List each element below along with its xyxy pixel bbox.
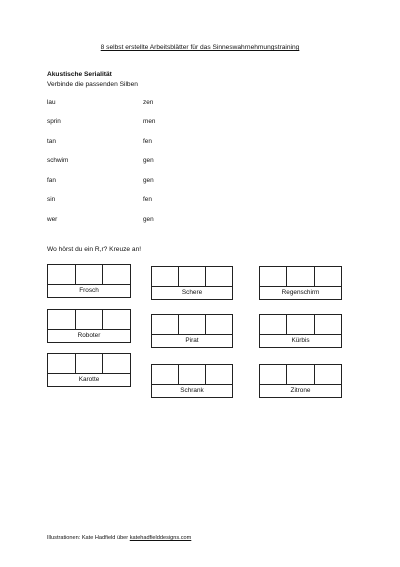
- syllable-left: fan: [47, 177, 56, 184]
- syllable-right: zen: [143, 99, 154, 106]
- card-word: Pirat: [185, 337, 199, 344]
- syllable-left: tan: [47, 138, 56, 145]
- checkbox-row: [48, 310, 130, 330]
- syllable-checkbox[interactable]: [152, 315, 179, 334]
- card-word: Schrank: [180, 387, 204, 394]
- instruction-text: Verbinde die passenden Silben: [47, 81, 138, 88]
- syllable-checkbox[interactable]: [315, 315, 341, 334]
- syllable-checkbox[interactable]: [76, 265, 104, 284]
- card-word: Zitrone: [290, 387, 311, 394]
- syllable-checkbox[interactable]: [287, 315, 314, 334]
- checkbox-row: [260, 267, 341, 287]
- syllable-checkbox[interactable]: [287, 267, 314, 286]
- word-card: [259, 266, 342, 300]
- word-card: [47, 353, 131, 387]
- card-word: Frosch: [79, 287, 99, 294]
- syllable-checkbox[interactable]: [103, 265, 130, 284]
- syllable-checkbox[interactable]: [76, 310, 104, 329]
- syllable-checkbox[interactable]: [48, 354, 76, 373]
- syllable-checkbox[interactable]: [315, 267, 341, 286]
- word-card: [259, 364, 342, 398]
- syllable-checkbox[interactable]: [179, 365, 206, 384]
- checkbox-row: [260, 365, 341, 385]
- checkbox-row: [260, 315, 341, 335]
- syllable-checkbox[interactable]: [152, 267, 179, 286]
- syllable-checkbox[interactable]: [48, 310, 76, 329]
- syllable-right: fen: [143, 196, 152, 203]
- card-word: Roboter: [77, 332, 101, 339]
- syllable-checkbox[interactable]: [206, 365, 232, 384]
- card-word: Kürbis: [291, 337, 310, 344]
- word-card: [47, 264, 131, 298]
- checkbox-row: [152, 267, 232, 287]
- word-card: [151, 364, 233, 398]
- syllable-checkbox[interactable]: [260, 267, 287, 286]
- section-heading: Akustische Serialität: [47, 71, 112, 78]
- footer-text: Illustrationen: Kate Hadfield über: [47, 535, 129, 541]
- syllable-checkbox[interactable]: [76, 354, 104, 373]
- syllable-checkbox[interactable]: [152, 365, 179, 384]
- syllable-right: gen: [143, 177, 154, 184]
- checkbox-row: [152, 365, 232, 385]
- word-card: [151, 314, 233, 348]
- syllable-right: gen: [143, 216, 154, 223]
- checkbox-row: [152, 315, 232, 335]
- syllable-right: men: [143, 118, 156, 125]
- word-card: [47, 309, 131, 343]
- syllable-checkbox[interactable]: [206, 315, 232, 334]
- page-title: 8 selbst erstellte Arbeitsblätter für das Sinneswahrnehmungstraining: [100, 44, 300, 51]
- syllable-checkbox[interactable]: [179, 267, 206, 286]
- syllable-left: lau: [47, 99, 56, 106]
- syllable-left: sprin: [47, 118, 61, 125]
- syllable-left: sin: [47, 196, 56, 203]
- question-text: Wo hörst du ein R,r? Kreuze an!: [47, 246, 142, 253]
- syllable-checkbox[interactable]: [103, 310, 130, 329]
- card-word: Regenschirm: [281, 289, 320, 296]
- syllable-checkbox[interactable]: [315, 365, 341, 384]
- footer-link[interactable]: katehadfielddesigns.com: [129, 535, 192, 541]
- syllable-checkbox[interactable]: [206, 267, 232, 286]
- syllable-left: wer: [47, 216, 58, 223]
- word-card: [259, 314, 342, 348]
- syllable-checkbox[interactable]: [287, 365, 314, 384]
- checkbox-row: [48, 354, 130, 374]
- checkbox-row: [48, 265, 130, 285]
- footer-credit: [47, 535, 191, 541]
- syllable-right: fen: [143, 138, 152, 145]
- card-word: Schere: [181, 289, 203, 296]
- syllable-right: gen: [143, 157, 154, 164]
- word-card: [151, 266, 233, 300]
- card-word: Karotte: [78, 376, 100, 383]
- syllable-checkbox[interactable]: [260, 315, 287, 334]
- syllable-checkbox[interactable]: [103, 354, 130, 373]
- syllable-checkbox[interactable]: [260, 365, 287, 384]
- syllable-left: schwim: [47, 157, 69, 164]
- syllable-checkbox[interactable]: [48, 265, 76, 284]
- syllable-checkbox[interactable]: [179, 315, 206, 334]
